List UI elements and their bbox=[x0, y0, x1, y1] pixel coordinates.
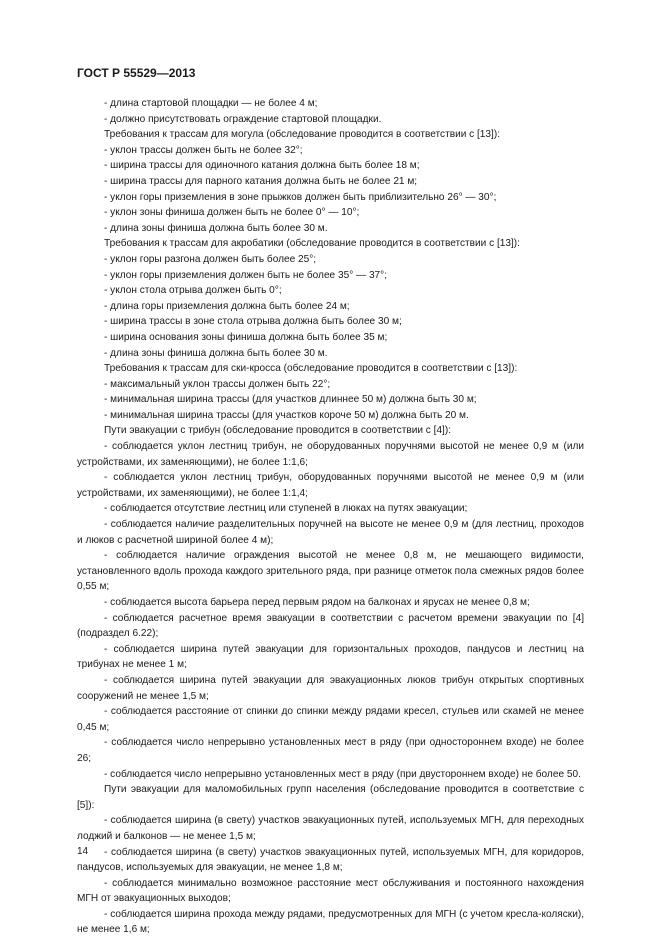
list-item: - соблюдается наличие разделительных поручней на высоте не менее 0,9 м (для лестниц, проходов и люков с расчетной шириной более 4 м); bbox=[77, 519, 584, 546]
list-item: - минимальная ширина трассы (для участков длиннее 50 м) должна быть 30 м; bbox=[104, 394, 477, 406]
list-item: - ширина трассы для парного катания должна быть не более 21 м; bbox=[104, 175, 418, 187]
list-item: - соблюдается ширина (в свету) участков эвакуационных путей, используемых МГН, для переходных лоджий и балконов — не менее 1,5 м; bbox=[77, 815, 584, 842]
section-intro: Требования к трассам для могула (обследование проводится в соответствии с [13]): bbox=[104, 129, 501, 141]
list-item: - длина зоны финиша должна быть более 30 м. bbox=[104, 222, 328, 234]
section-intro: Требования к трассам для акробатики (обследование проводится в соответствии с [13]): bbox=[104, 238, 520, 250]
section-intro: Требования к трассам для ски-кросса (обследование проводится в соответствии с [13]): bbox=[104, 363, 518, 375]
list-item: - соблюдается ширина путей эвакуации для горизонтальных проходов, пандусов и лестниц на трибунах не менее 1 м; bbox=[77, 643, 584, 671]
list-item: - соблюдается уклон лестниц трибун, не оборудованных поручнями высотой не менее 0,9 м (или устройствами, их заменяющими), не более 1:1,6; bbox=[77, 441, 584, 468]
list-item: - ширина трассы для одиночного катания должна быть более 18 м; bbox=[104, 160, 420, 172]
list-item: - длина горы приземления должна быть более 24 м; bbox=[104, 300, 350, 312]
list-item: - уклон стола отрыва должен быть 0°; bbox=[104, 285, 282, 297]
list-item: - соблюдается число непрерывно установленных мест в ряду (при одностороннем входе) не более 26; bbox=[77, 737, 584, 764]
list-item: - уклон горы приземления должен быть не более 35° — 37°; bbox=[104, 269, 388, 281]
list-item: - уклон горы приземления в зоне прыжков должен быть приблизительно 26° — 30°; bbox=[104, 191, 497, 203]
list-item: - соблюдается ширина прохода между рядами, предусмотренных для МГН (с учетом кресла-коляски), не менее 1,6 м; bbox=[77, 908, 584, 936]
list-item: - уклон трассы должен быть не более 32°; bbox=[104, 144, 303, 156]
list-item: - соблюдается наличие ограждения высотой не менее 0,8 м, не мешающего видимости, установленного вдоль прохода каждого зрительного ряда, при разнице отметок пола смежных рядов более 0,55 м; bbox=[77, 550, 584, 593]
list-item: - длина стартовой площадки — не более 4 м; bbox=[104, 98, 318, 109]
page-number: 14 bbox=[77, 846, 89, 857]
list-item: - соблюдается минимально возможное расстояние мест обслуживания и постоянного нахождения МГН от эвакуационных выходов; bbox=[77, 877, 584, 905]
list-item: - ширина трассы в зоне стола отрыва должна быть более 30 м; bbox=[104, 316, 402, 328]
document-header: ГОСТ Р 55529—2013 bbox=[77, 66, 196, 80]
section-intro: Пути эвакуации для маломобильных групп населения (обследование проводится в соответствие с [5]): bbox=[77, 784, 584, 811]
list-item: - соблюдается ширина (в свету) участков эвакуационных путей, используемых МГН, для коридоров, пандусов, используемых для эвакуации, не менее 1,8 м; bbox=[77, 846, 584, 874]
list-item: - соблюдается уклон лестниц трибун, оборудованных поручнями высотой не менее 0,9 м (или устройствами, их заменяющими), не более 1:1,4; bbox=[77, 472, 584, 499]
list-item: - соблюдается число непрерывно установленных мест в ряду (при двустороннем входе) не более 50. bbox=[104, 768, 581, 780]
list-item: - соблюдается расстояние от спинки до спинки между рядами кресел, стульев или скамей не менее 0,45 м; bbox=[77, 706, 584, 733]
list-item: - уклон горы разгона должен быть более 25°; bbox=[104, 253, 317, 265]
list-item: - уклон зоны финиша должен быть не более 0° — 10°; bbox=[104, 207, 360, 219]
list-item: - минимальная ширина трассы (для участков короче 50 м) должна быть 20 м. bbox=[104, 409, 469, 421]
list-item: - максимальный уклон трассы должен быть 22°; bbox=[104, 378, 331, 390]
list-item: - соблюдается отсутствие лестниц или ступеней в люках на путях эвакуации; bbox=[104, 503, 468, 515]
list-item: - соблюдается ширина путей эвакуации для эвакуационных люков трибун открытых спортивных сооружений не менее 1,5 м; bbox=[77, 674, 584, 702]
document-body bbox=[77, 96, 584, 938]
list-item: - длина зоны финиша должна быть более 30 м. bbox=[104, 347, 328, 359]
list-item: - соблюдается расчетное время эвакуации в соответствии с расчетом времени эвакуации по [4] (подраздел 6.22); bbox=[77, 612, 584, 640]
list-item: - должно присутствовать ограждение стартовой площадки. bbox=[104, 113, 382, 125]
section-intro: Пути эвакуации с трибун (обследование проводится в соответствии с [4]): bbox=[104, 425, 452, 437]
list-item: - ширина основания зоны финиша должна быть более 35 м; bbox=[104, 331, 388, 343]
list-item: - соблюдается высота барьера перед первым рядом на балконах и ярусах не менее 0,8 м; bbox=[104, 597, 530, 608]
